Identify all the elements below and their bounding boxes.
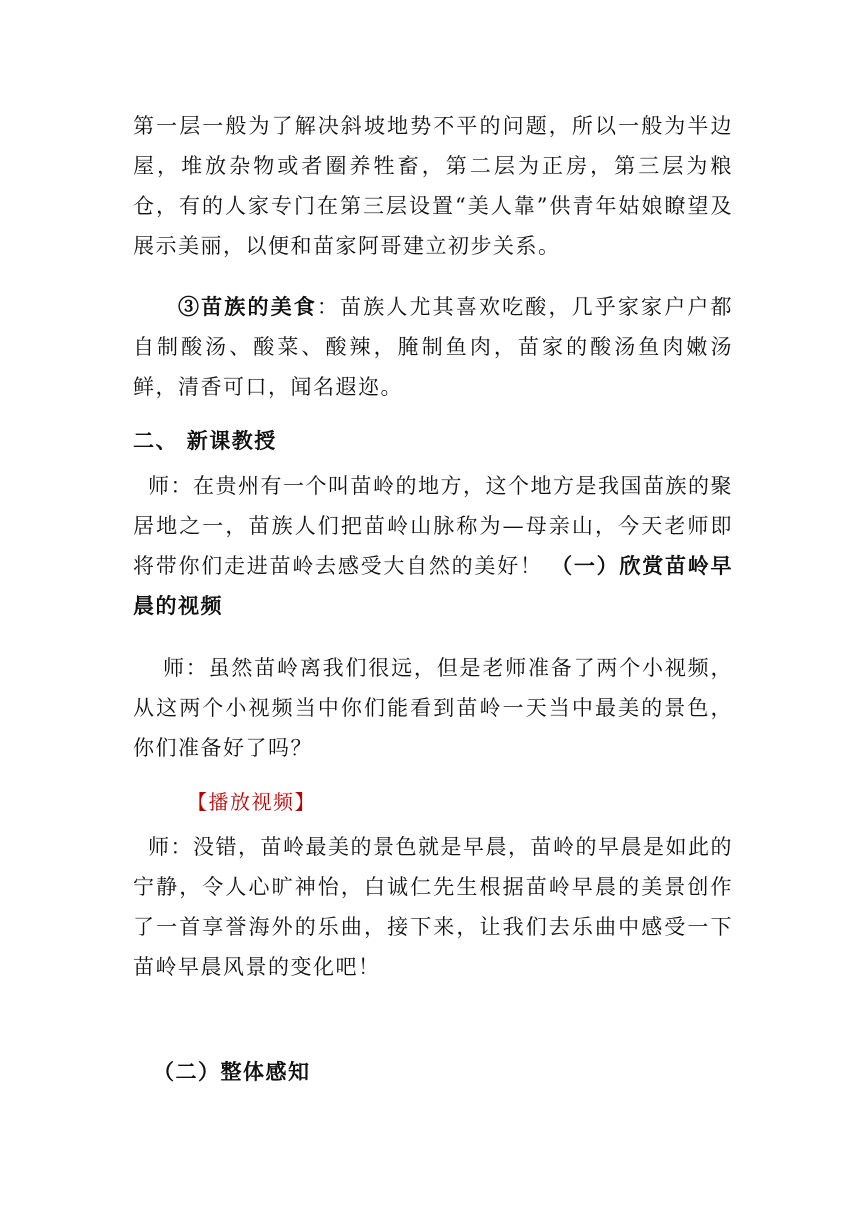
play-video-note: 【播放视频】 bbox=[187, 790, 316, 814]
morning-text: 师：没错，苗岭最美的景色就是早晨，苗岭的早晨是如此的宁静，令人心旷神怡，白诚仁先生根据苗岭早晨的美景创作了一首享誉海外的乐曲，接下来，让我们去乐曲中感受一下苗岭早晨风景的变化吧！ bbox=[133, 835, 733, 979]
section-heading-new-lesson: 二、 新课教授 bbox=[133, 428, 277, 453]
paragraph-teacher-morning bbox=[133, 827, 733, 987]
paragraph-house-layers bbox=[133, 106, 733, 266]
section-heading-overall: （二）整体感知 bbox=[153, 1059, 311, 1084]
intro-text: 师：在贵州有一个叫苗岭的地方，这个地方是我国苗族的聚居地之一，苗族人们把苗岭山脉称为—母亲山，今天老师即将带你们走进苗岭去感受大自然的美好！ bbox=[133, 474, 733, 578]
subsection-heading-video: （一）欣赏苗岭早晨的视频 bbox=[133, 553, 733, 618]
paragraph-text: 第一层一般为了解决斜坡地势不平的问题，所以一般为半边屋，堆放杂物或者圈养牲畜，第二层为正房，第三层为粮仓，有的人家专门在第三层设置“美人靠”供青年姑娘瞭望及展示美丽，以便和苗家阿哥建立初步关系。 bbox=[133, 114, 733, 258]
food-label: ③苗族的美食 bbox=[178, 294, 317, 319]
paragraph-teacher-video bbox=[133, 648, 733, 768]
food-text: ：苗族人尤其喜欢吃酸，几乎家家户户都自制酸汤、酸菜、酸辣，腌制鱼肉，苗家的酸汤鱼肉嫩汤鲜，清香可口，闻名遐迩。 bbox=[133, 295, 734, 399]
paragraph-teacher-intro bbox=[133, 466, 733, 626]
video-text: 师：虽然苗岭离我们很远，但是老师准备了两个小视频，从这两个小视频当中你们能看到苗岭一天当中最美的景色，你们准备好了吗？ bbox=[133, 656, 733, 760]
paragraph-miao-food bbox=[133, 287, 733, 407]
